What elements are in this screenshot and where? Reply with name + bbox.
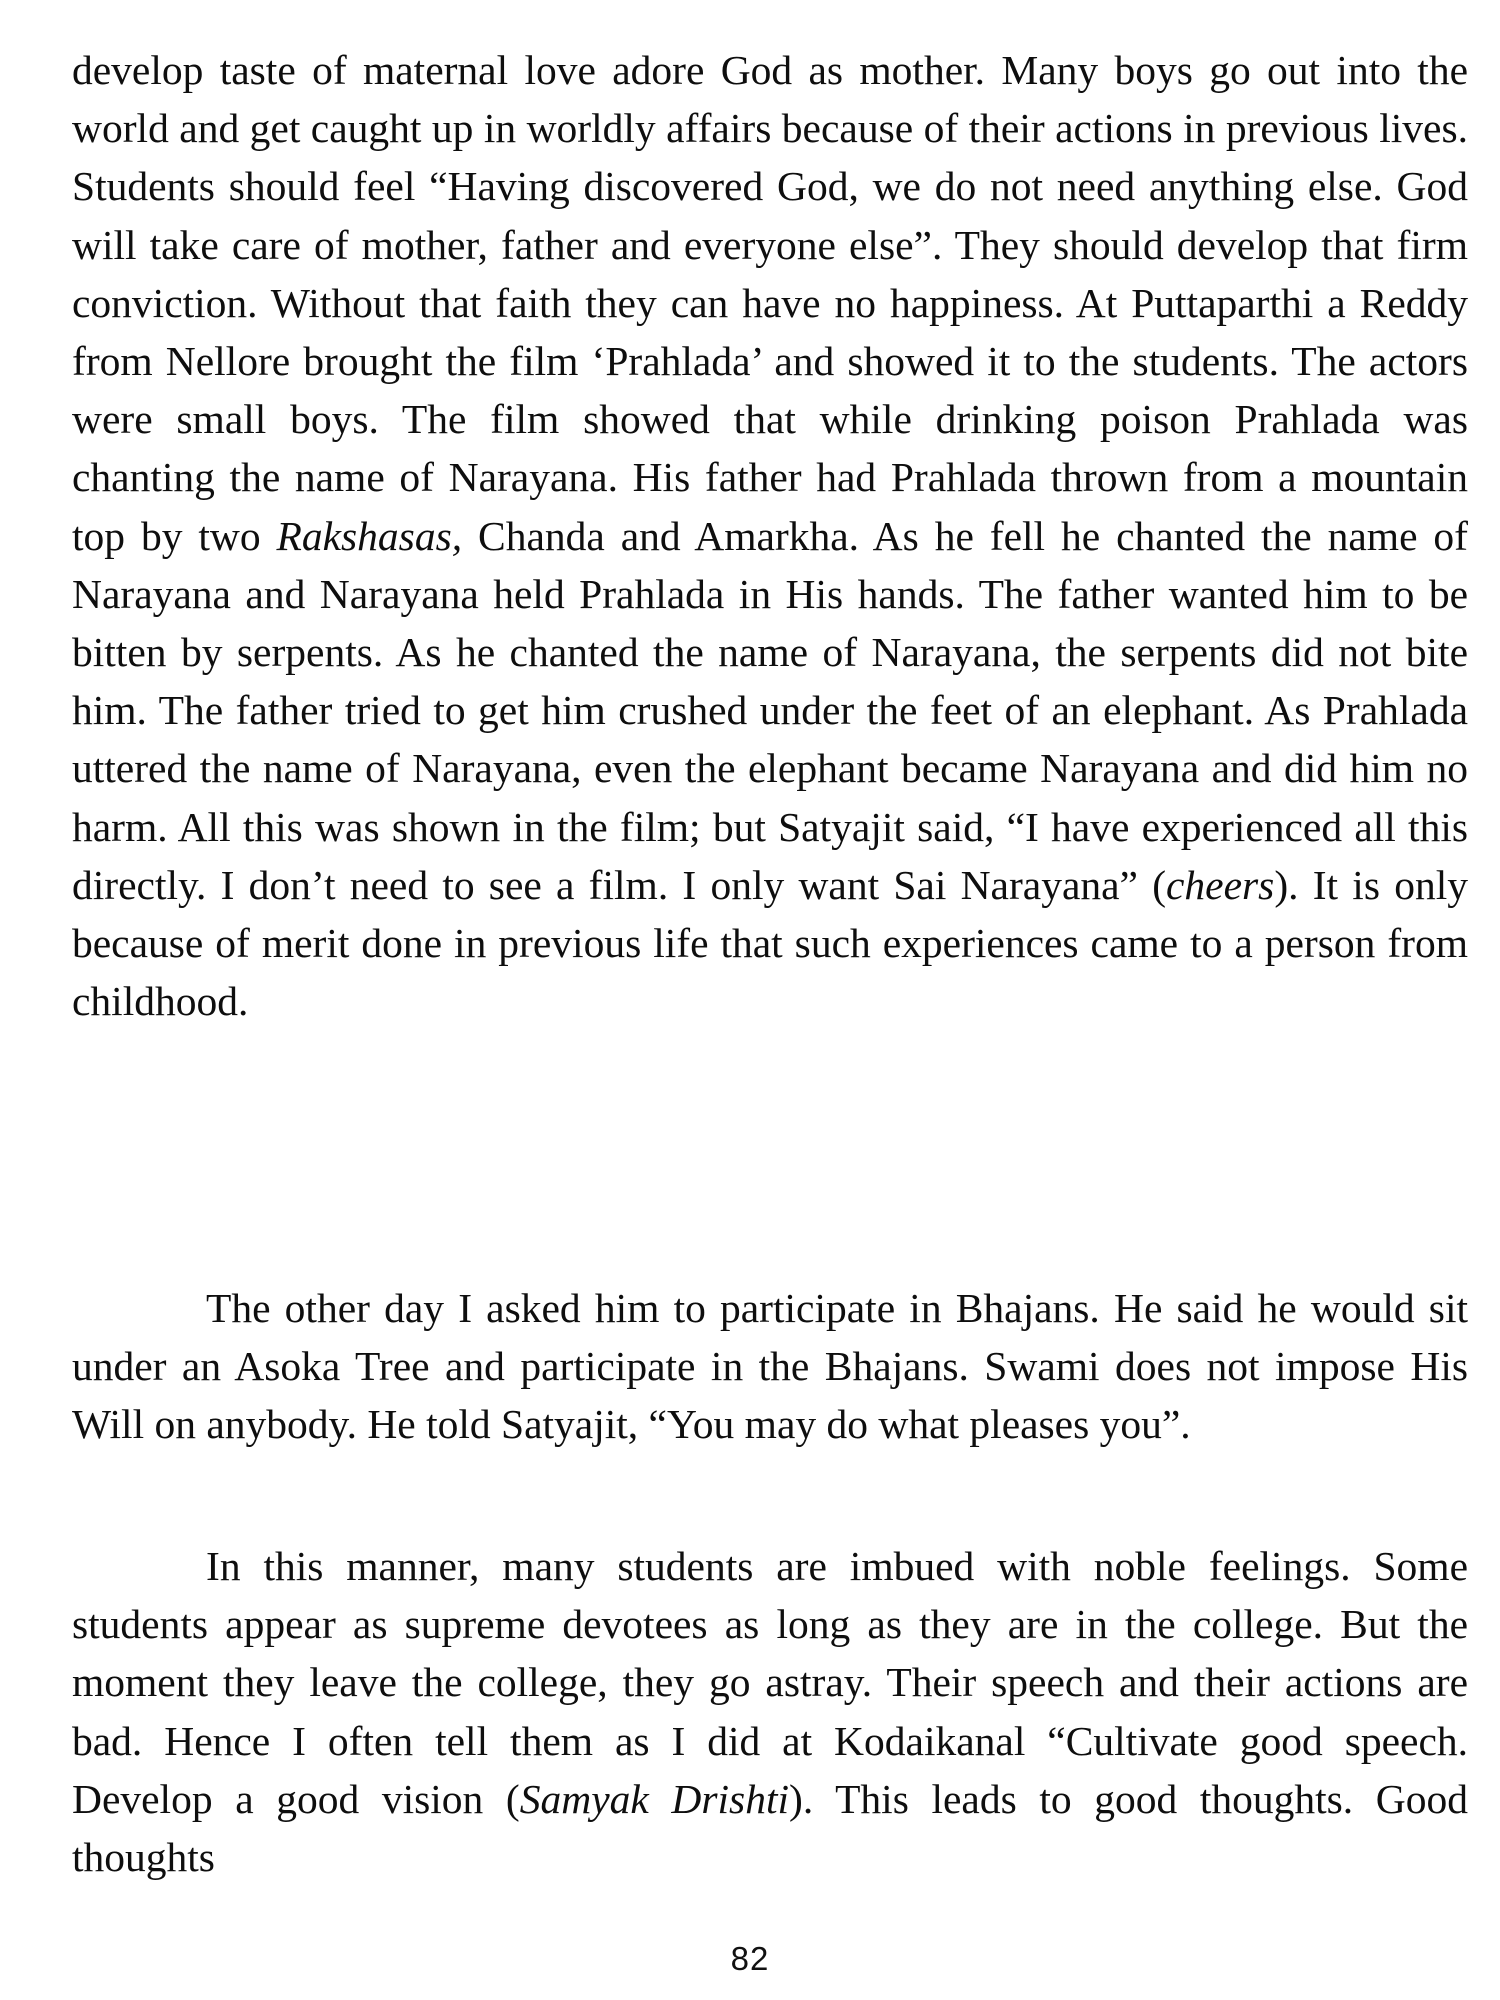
paragraph-2-text: The other day I asked him to participate in Bhajans. He said he would sit under an Asoka Tree and participate in the Bhajans. Swami does not impose His Will on anybody. He told Satyajit, “You may do what pleases you”. [72, 1285, 1468, 1448]
paragraph-3-text-b: ). This leads to good thoughts. Good thoughts [72, 1775, 1468, 1881]
paragraph-1-text-c: ). It is only because of merit done in previous life that such experiences came to a person from childhood. [72, 861, 1468, 1025]
paragraph-1-italic-rakshasas: Rakshasas, [276, 512, 463, 559]
page-number: 82 [730, 1940, 770, 1977]
paragraph-3-italic-samyak-drishti: Samyak Drishti [519, 1775, 790, 1822]
paragraph-3-text-a: In this manner, many students are imbued with noble feelings. Some students appear as supreme devotees as long as they are in the college. But the moment they leave the college, they go astray. Their speech and their actions are bad. Hence I often tell them as I did at Kodaikanal “Cultivate good speech. Develop a good vision ( [72, 1543, 1468, 1822]
paragraph-2 [72, 1279, 1468, 1454]
paragraph-1-text-a: develop taste of maternal love adore God as mother. Many boys go out into the world and get caught up in worldly affairs because of their actions in previous lives. Students should feel “Having discovered God, we do not need anything else. God will take care of mother, father and everyone else”. They should develop that firm conviction. Without that faith they can have no happiness. At Puttaparthi a Reddy from Nellore brought the film ‘Prahlada’ and showed it to the students. The actors were small boys. The film showed that while drinking poison Prahlada was chanting the name of Narayana. His father had Prahlada thrown from a mountain top by two [72, 47, 1468, 559]
paragraph-1 [72, 41, 1468, 1030]
paragraph-1-italic-cheers: cheers [1166, 861, 1275, 908]
paragraph-3 [72, 1537, 1468, 1886]
paragraph-1-text-b: Chanda and Amarkha. As he fell he chanted the name of Narayana and Narayana held Prahlada in His hands. The father wanted him to be bitten by serpents. As he chanted the name of Narayana, the serpents did not bite him. The father tried to get him crushed under the feet of an elephant. As Prahlada uttered the name of Narayana, even the elephant became Narayana and did him no harm. All this was shown in the film; but Satyajit said, “I have experienced all this directly. I don’t need to see a film. I only want Sai Narayana” ( [72, 512, 1468, 908]
